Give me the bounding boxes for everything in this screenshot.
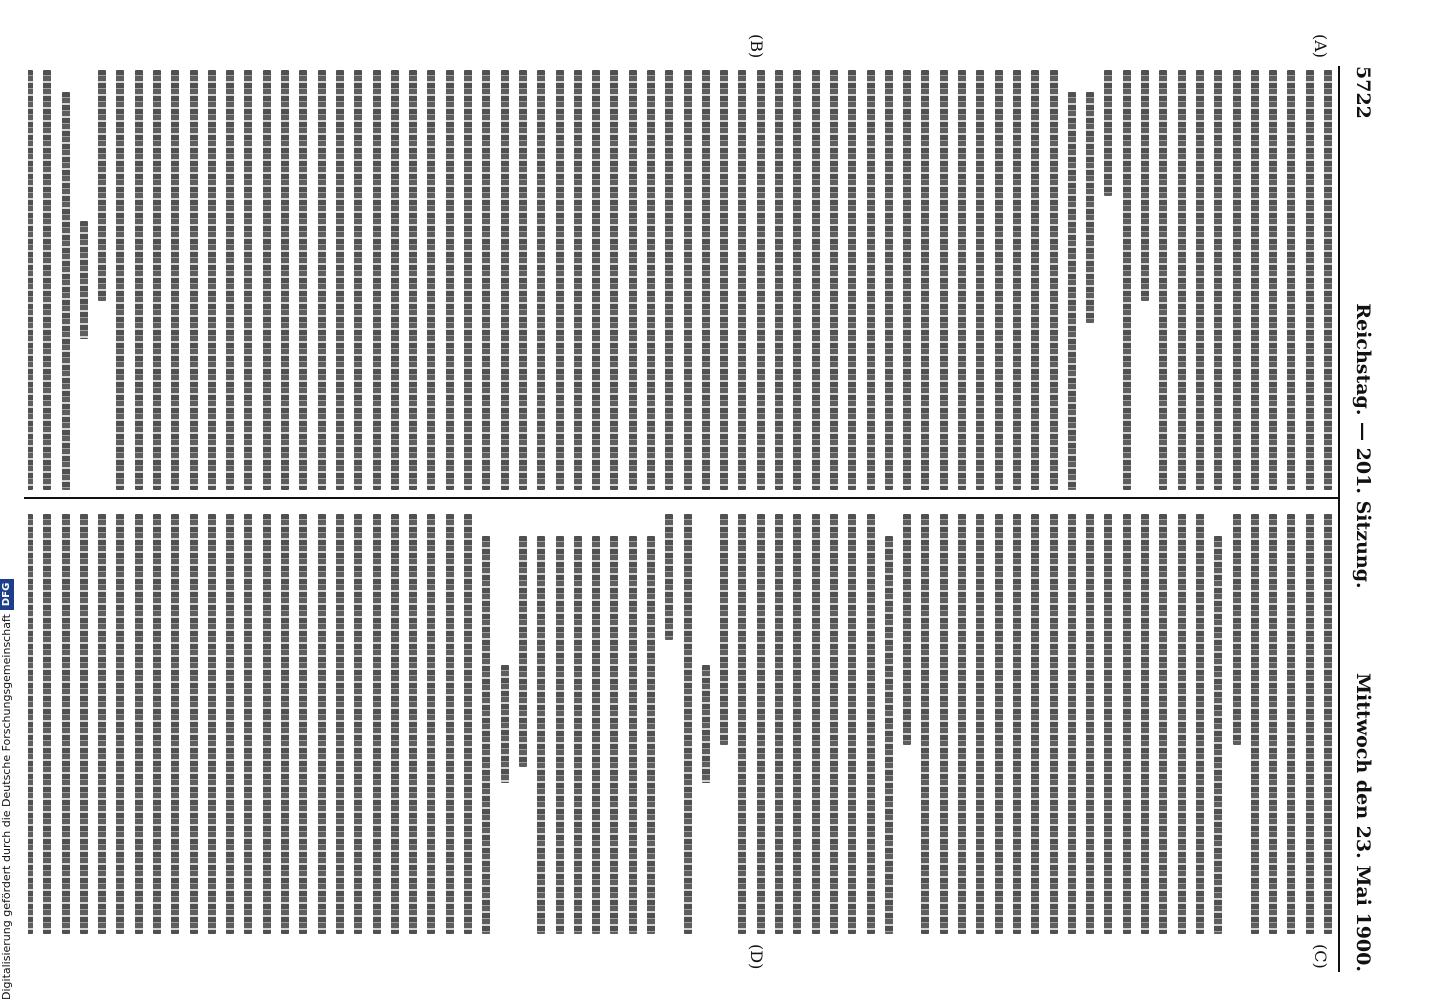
margin-letter-b: (B) xyxy=(747,34,766,59)
document-page xyxy=(0,4,1390,994)
page-number: 5722 xyxy=(1352,66,1374,119)
header-date: Mittwoch den 23. Mai 1900. xyxy=(1352,673,1374,972)
dfg-logo: DFG xyxy=(0,579,14,610)
paragraph xyxy=(28,514,490,934)
margin-letter-d: (D) xyxy=(747,944,766,970)
margin-letter-a: (A) xyxy=(1311,34,1330,59)
paragraph xyxy=(903,514,1222,934)
paragraph xyxy=(501,514,655,934)
credit-text: Digitalisierung gefördert durch die Deutsche Forschungsgemeinschaft xyxy=(0,614,13,1000)
text-column-left xyxy=(28,70,1332,490)
margin-letter-c: (C) xyxy=(1311,944,1330,969)
header-rule xyxy=(1338,66,1340,972)
page-header xyxy=(1346,66,1380,972)
paragraph xyxy=(665,514,893,934)
paragraph xyxy=(1233,514,1332,934)
paragraph xyxy=(28,70,70,490)
header-title: Reichstag. — 201. Sitzung. xyxy=(1352,303,1374,589)
paragraph xyxy=(80,70,1094,490)
text-column-right xyxy=(28,514,1332,934)
digitization-credit xyxy=(0,0,14,1000)
paragraph xyxy=(1104,70,1332,490)
column-divider xyxy=(24,497,1338,499)
